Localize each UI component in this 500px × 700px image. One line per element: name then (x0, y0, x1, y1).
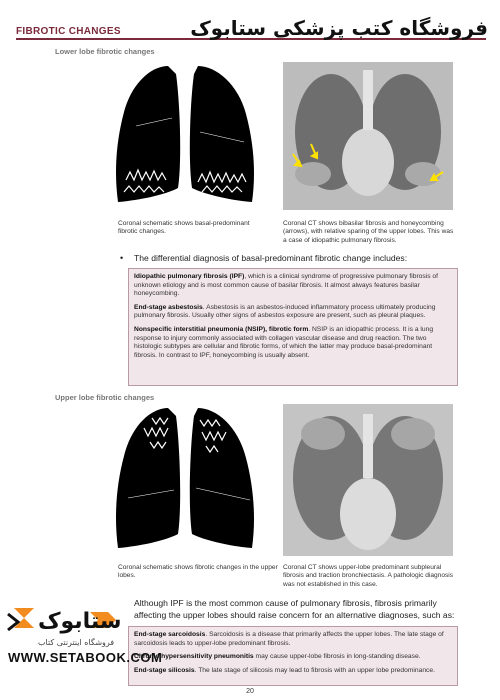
box1-desc: . Asbestosis is an asbestos-induced inflammatory process ultimately producing pulmonary fibrosis. Usually other signs of asbestos exposure are present, such as pleural plaques. (134, 303, 436, 320)
upper-lobe-ct-image (283, 404, 453, 556)
box2-desc: may cause upper-lobe fibrosis in long-standing disease. (253, 653, 421, 661)
box1-term: End-stage asbestosis (134, 303, 203, 311)
upper-differential-box (128, 626, 458, 686)
box1-term: Nonspecific interstitial pneumonia (NSIP), fibrotic form (134, 325, 309, 333)
section-title: FIBROTIC CHANGES (16, 26, 121, 37)
box2-item (134, 653, 453, 662)
box1-item (134, 326, 453, 360)
box2-desc: . The late stage of silicosis may lead to fibrosis with an upper lobe predominance. (194, 666, 435, 674)
bullet-2-text-line2: affecting the upper lobes should raise concern for an alternative diagnoses, such as: (134, 610, 455, 620)
box2-item (134, 631, 453, 648)
box2-desc: . Sarcoidosis is a disease that primarily affects the upper lobes. The late stage of sarcoidosis leads to upper-lobe predominant fibrosis. (134, 631, 444, 647)
box1-item (134, 273, 453, 299)
watermark-url: WWW.SETABOOK.COM (8, 650, 163, 665)
box1-item (134, 304, 453, 321)
upper-lobe-schematic (112, 404, 262, 556)
box2-term: End-stage sarcoidosis (134, 631, 206, 638)
watermark-logo-text: ستابوک (38, 609, 120, 634)
bullet-1-marker: • (120, 253, 124, 263)
bullet-1-text: The differential diagnosis of basal-predominant fibrotic change includes: (134, 253, 408, 263)
upper-ct-caption: Coronal CT shows upper-lobe predominant subpleural fibrosis and traction bronchiectasis. A pathologic diagnosis was not established in this case. (283, 564, 454, 588)
box1-desc: . NSIP is an idiopathic process. It is a lung response to injury commonly associated with collagen vascular disease and drug reaction. The two histologic subtypes are cellular and fibrotic forms, of which the latter may produce basal-predominant fibrosis. In contrast to IPF, honeycombing is usually absent. (134, 325, 434, 359)
box1-desc: , which is a clinical syndrome of progressive pulmonary fibrosis of unknown etiology and is most common cause of basilar fibrosis. It almost always features basilar honeycombing. (134, 273, 439, 298)
lower-lobe-ct-image (283, 62, 453, 210)
bullet-2-text-line1: Although IPF is the most common cause of pulmonary fibrosis, fibrosis primarily (134, 598, 437, 608)
lower-schematic-caption: Coronal schematic shows basal-predominant fibrotic changes. (118, 220, 250, 236)
lower-lobe-heading: Lower lobe fibrotic changes (55, 47, 155, 56)
box2-term: End-stage silicosis (134, 666, 195, 674)
upper-lobe-heading: Upper lobe fibrotic changes (55, 393, 155, 402)
box2-term: Chronic hypersensitivity pneumonitis (134, 653, 254, 661)
box1-term: Idiopathic pulmonary fibrosis (IPF) (134, 273, 245, 280)
store-name: فروشگاه کتب پزشکی ستابوک (190, 16, 488, 40)
lower-lobe-schematic (112, 62, 262, 212)
lower-ct-caption: Coronal CT shows bibasilar fibrosis and honeycombing (arrows), with relative sparing of the upper lobes. This was a case of idiopathic pulmonary fibrosis. (283, 220, 454, 244)
upper-schematic-caption: Coronal schematic shows fibrotic changes in the upper lobes. (118, 564, 278, 580)
page-number: 20 (246, 688, 254, 695)
basal-differential-box (128, 268, 458, 386)
box2-item (134, 667, 453, 676)
watermark-tagline: فروشگاه اینترنتی کتاب (38, 638, 115, 647)
